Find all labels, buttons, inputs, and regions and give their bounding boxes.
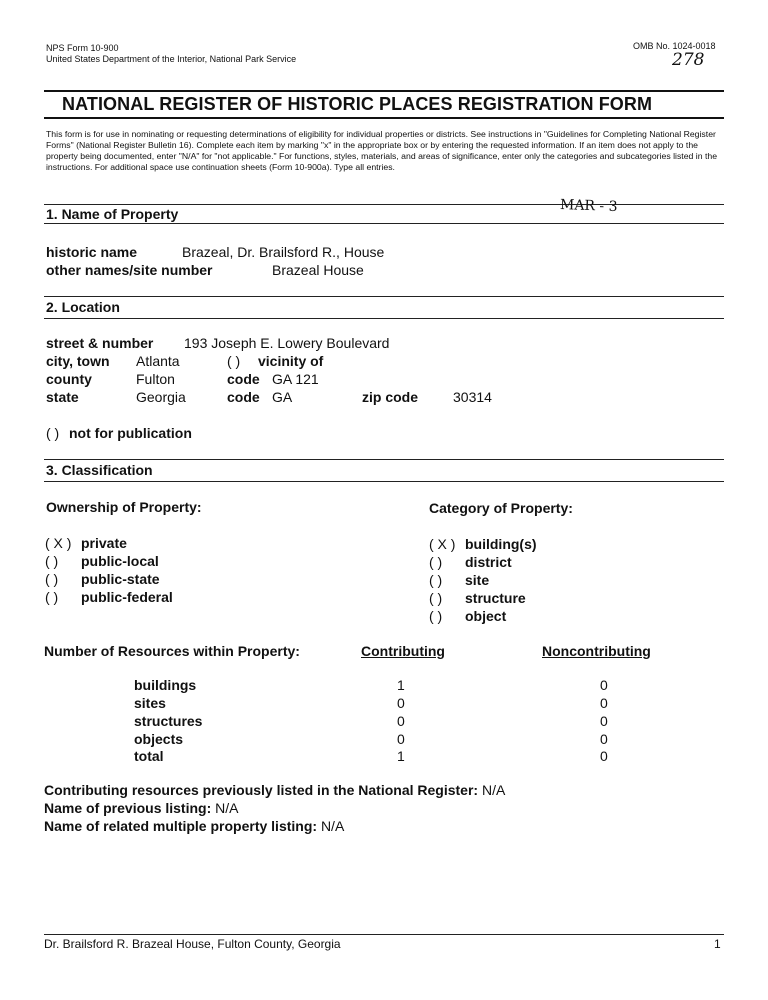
vicinity-label: vicinity of (258, 353, 324, 369)
page-number: 1 (714, 937, 721, 951)
ownership-public-local-checkbox: ( ) (45, 553, 59, 569)
historic-name-label: historic name (46, 244, 138, 260)
historic-name-value: Brazeal, Dr. Brailsford R., House (182, 244, 385, 260)
section-rule (44, 318, 724, 319)
contributing-column-header: Contributing (361, 643, 445, 659)
section-1-heading: 1. Name of Property (46, 206, 179, 222)
ownership-public-state-checkbox: ( ) (45, 571, 59, 587)
county-value: Fulton (136, 371, 175, 387)
category-district-label: district (465, 554, 512, 570)
previous-listing-line (44, 800, 238, 816)
category-site-label: site (465, 572, 490, 588)
ownership-heading: Ownership of Property: (46, 499, 202, 515)
resource-contributing-count: 1 (397, 748, 405, 764)
resource-row-label: sites (134, 695, 166, 711)
street-label: street & number (46, 335, 154, 351)
category-building-label: building(s) (465, 536, 537, 552)
omb-number: OMB No. 1024-0018 (633, 41, 716, 51)
vicinity-checkbox: ( ) (227, 353, 241, 369)
resource-contributing-count: 0 (397, 695, 405, 711)
received-stamp: MAR - 3 (559, 197, 618, 215)
category-object-checkbox: ( ) (429, 608, 443, 624)
title-bottom-rule (44, 117, 724, 119)
not-for-publication-checkbox: ( ) (46, 425, 60, 441)
other-names-value: Brazeal House (272, 262, 364, 278)
ownership-public-state-label: public-state (81, 571, 160, 587)
resource-row-label: objects (134, 731, 184, 747)
city-label: city, town (46, 353, 110, 369)
previously-listed-label: Contributing resources previously listed in the National Register: (44, 782, 479, 798)
section-rule (44, 296, 724, 297)
category-heading: Category of Property: (429, 500, 573, 516)
resource-contributing-count: 0 (397, 731, 405, 747)
resource-noncontributing-count: 0 (600, 748, 608, 764)
form-number: NPS Form 10-900 (46, 43, 119, 53)
previously-listed-value: N/A (481, 782, 506, 798)
county-code-value: GA 121 (272, 371, 319, 387)
zip-label: zip code (362, 389, 419, 405)
resource-noncontributing-count: 0 (600, 713, 608, 729)
resource-noncontributing-count: 0 (600, 695, 608, 711)
county-code-label: code (227, 371, 260, 387)
not-for-publication-label: not for publication (69, 425, 192, 441)
category-structure-label: structure (465, 590, 526, 606)
related-listing-value: N/A (320, 818, 345, 834)
previous-listing-value: N/A (215, 800, 239, 816)
title-top-rule (44, 90, 724, 92)
related-listing-line (44, 818, 344, 834)
resource-row-label: structures (134, 713, 203, 729)
handwritten-number: 278 (672, 50, 705, 70)
ownership-private-label: private (81, 535, 127, 551)
resource-row-label: buildings (134, 677, 197, 693)
section-rule (44, 223, 724, 224)
instructions-paragraph: This form is for use in nominating or requesting determinations of eligibility for individual properties or districts. See instructions in "Guidelines for Completing National Register Forms" (National Register Bulletin 16). Complete each item by marking "x" in the appropriate box or by entering the requested information. If an item does not apply to the property being documented, enter "N/A" for "not applicable." For functions, styles, materials, and areas of significance, enter only the categories and subcategories listed in the instructions. For additional space use continuation sheets (Form 10-900a). Type all entries. (46, 129, 718, 172)
state-code-label: code (227, 389, 260, 405)
state-label: state (46, 389, 79, 405)
state-value: Georgia (136, 389, 186, 405)
department: United States Department of the Interior, National Park Service (46, 54, 297, 64)
county-label: county (46, 371, 92, 387)
ownership-public-federal-checkbox: ( ) (45, 589, 59, 605)
section-2-heading: 2. Location (46, 299, 120, 315)
section-rule (44, 459, 724, 460)
section-rule (44, 204, 724, 205)
street-value: 193 Joseph E. Lowery Boulevard (184, 335, 390, 351)
resource-contributing-count: 0 (397, 713, 405, 729)
section-3-heading: 3. Classification (46, 462, 153, 478)
category-building-checkbox: ( X ) (429, 536, 456, 552)
category-object-label: object (465, 608, 507, 624)
state-code-value: GA (272, 389, 293, 405)
zip-value: 30314 (453, 389, 492, 405)
previous-listing-label: Name of previous listing: (44, 800, 212, 816)
resource-noncontributing-count: 0 (600, 731, 608, 747)
resource-noncontributing-count: 0 (600, 677, 608, 693)
ownership-public-federal-label: public-federal (81, 589, 173, 605)
ownership-public-local-label: public-local (81, 553, 159, 569)
resource-contributing-count: 1 (397, 677, 405, 693)
footer-text: Dr. Brailsford R. Brazeal House, Fulton County, Georgia (44, 937, 341, 951)
related-listing-label: Name of related multiple property listing: (44, 818, 318, 834)
form-title: NATIONAL REGISTER OF HISTORIC PLACES REGISTRATION FORM (62, 94, 653, 114)
ownership-private-checkbox: ( X ) (45, 535, 72, 551)
footer-rule (44, 934, 724, 935)
resources-heading: Number of Resources within Property: (44, 643, 300, 659)
noncontributing-column-header: Noncontributing (542, 643, 651, 659)
category-site-checkbox: ( ) (429, 572, 443, 588)
previously-listed-line (44, 782, 505, 798)
category-structure-checkbox: ( ) (429, 590, 443, 606)
city-value: Atlanta (136, 353, 180, 369)
resource-row-label: total (134, 748, 164, 764)
category-district-checkbox: ( ) (429, 554, 443, 570)
other-names-label: other names/site number (46, 262, 213, 278)
section-rule (44, 481, 724, 482)
